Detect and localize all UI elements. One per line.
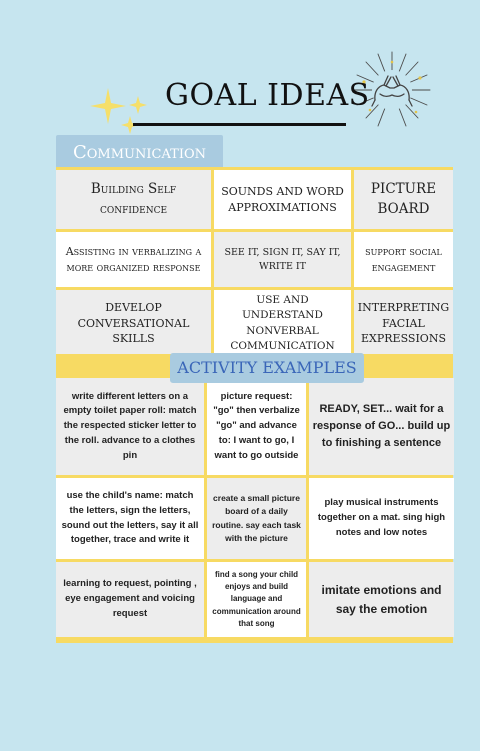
activity-cell: READY, SET... wait for a response of GO... build up to finishing a sentence xyxy=(309,378,454,475)
communication-cell: support social engagement xyxy=(354,232,453,287)
communication-cell: Building Self confidence xyxy=(56,170,211,229)
communication-cell: Assisting in verbalizing a more organized response xyxy=(56,232,211,287)
page-title: GOAL IDEAS xyxy=(165,78,370,113)
activity-cell: use the child's name: match the letters, sign the letters, sound out the letters, say it all together, trace and write it xyxy=(56,478,204,559)
activity-grid xyxy=(56,378,453,643)
communication-grid xyxy=(56,167,453,354)
activity-cell: find a song your child enjoys and build language and communication around that song xyxy=(207,562,306,637)
communication-cell: SEE IT, SIGN IT, SAY IT, WRITE IT xyxy=(214,232,351,287)
communication-heading: Communication xyxy=(56,135,223,171)
title-underline xyxy=(133,123,346,126)
communication-cell: SOUNDS AND WORD APPROXIMATIONS xyxy=(214,170,351,229)
communication-cell: DEVELOP CONVERSATIONAL SKILLS xyxy=(56,290,211,357)
activity-cell: write different letters on a empty toilet paper roll: match the respected sticker letter to the roll. advance to a clothes pin xyxy=(56,378,204,475)
activity-cell: play musical instruments together on a mat. sing high notes and low notes xyxy=(309,478,454,559)
activity-heading: ACTIVITY EXAMPLES xyxy=(170,353,364,383)
communication-cell: PICTURE BOARD xyxy=(354,170,453,229)
sparkle-icon xyxy=(90,88,150,138)
communication-cell: INTERPRETING FACIAL EXPRESSIONS xyxy=(354,290,453,357)
activity-cell: picture request: "go" then verbalize "go" and advance to: I want to go, I want to go outside xyxy=(207,378,306,475)
activity-cell: learning to request, pointing , eye engagement and voicing request xyxy=(56,562,204,637)
activity-cell: create a small picture board of a daily routine. say each task with the picture xyxy=(207,478,306,559)
activity-cell: imitate emotions and say the emotion xyxy=(309,562,454,637)
communication-cell: USE AND UNDERSTAND NONVERBAL COMMUNICATION xyxy=(214,290,351,357)
